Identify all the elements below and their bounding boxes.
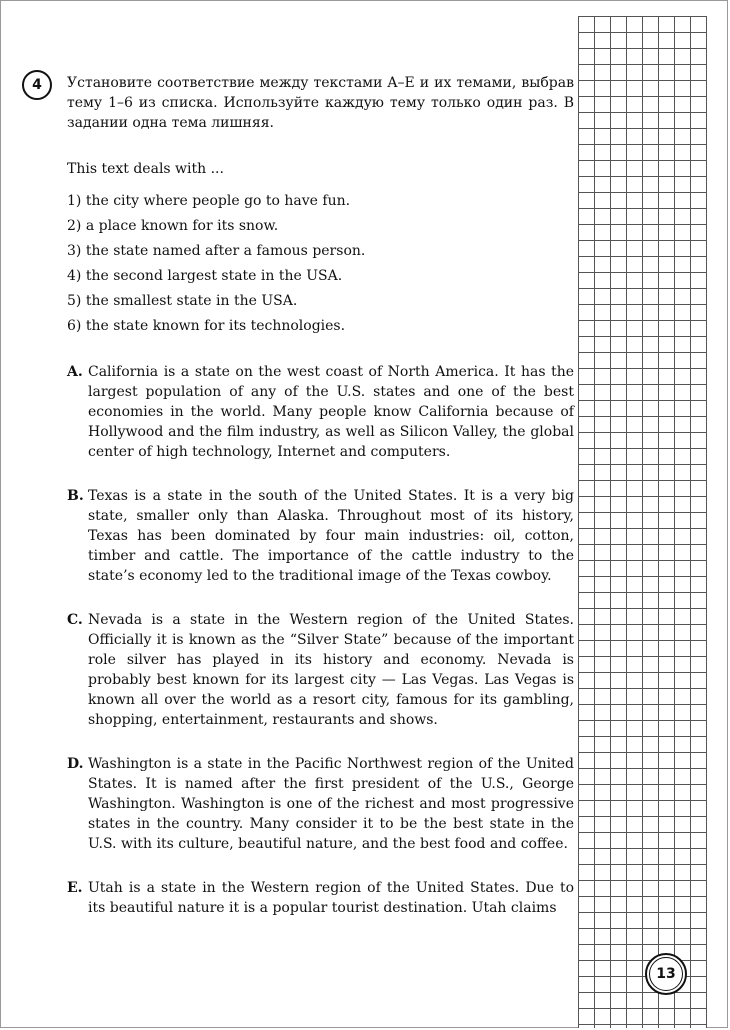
text-block-a (67, 362, 574, 462)
text-body: California is a state on the west coast of North America. It has the largest population of any of the U.S. states and one of the best economies in the world. Many people know California because of Hollywood and the film industry, as well as Silicon Valley, the global center of high technology, Internet and computers. (88, 364, 574, 460)
text-block-e (67, 878, 574, 918)
text-letter: D. (67, 756, 84, 772)
text-block-b (67, 486, 574, 586)
task-intro: This text deals with ... (67, 161, 224, 177)
text-body: Nevada is a state in the Western region of the United States. Officially it is known as the “Silver State” because of the important role silver has played in its history and economy. Nevada is probably best known for its largest city — Las Vegas. Las Vegas is known all over the world as a resort city, famous for its gambling, shopping, entertainment, restaurants and shows. (88, 612, 574, 728)
text-letter: E. (67, 880, 83, 896)
topic-item: 2) a place known for its snow. (67, 218, 279, 234)
text-body: Washington is a state in the Pacific Northwest region of the United States. It is named after the first president of the U.S., George Washington. Washington is one of the richest and most progressive states in the country. Many consider it to be the best state in the U.S. with its culture, beautiful nature, and the best food and coffee. (88, 756, 574, 852)
text-body: Texas is a state in the south of the United States. It is a very big state, smaller only than Alaska. Throughout most of its history, Texas has been dominated by four main industries: oil, cotton, timber and cattle. The importance of the cattle industry to the state’s economy led to the traditional image of the Texas cowboy. (88, 488, 574, 584)
text-body: Utah is a state in the Western region of the United States. Due to its beautiful nature it is a popular tourist destination. Utah claims (88, 880, 574, 916)
task-content (67, 73, 574, 918)
page-number-ring (649, 957, 683, 991)
page-number: 13 (656, 966, 676, 982)
topic-item: 1) the city where people go to have fun. (67, 193, 351, 209)
text-block-c (67, 610, 574, 730)
topic-item: 4) the second largest state in the USA. (67, 268, 343, 284)
task-instruction: Установите соответствие между текстами A–E и их темами, выбрав тему 1–6 из списка. Используйте каждую тему только один раз. В задании одна тема лишняя. (67, 75, 574, 131)
topic-item: 5) the smallest state in the USA. (67, 293, 298, 309)
topic-item: 6) the state known for its technologies. (67, 318, 346, 334)
topic-list (67, 191, 574, 336)
answer-grid (578, 16, 707, 1028)
task-number: 4 (32, 77, 42, 93)
text-letter: B. (67, 488, 84, 504)
topic-item: 3) the state named after a famous person. (67, 243, 366, 259)
text-list (67, 362, 574, 918)
task-number-badge (22, 70, 52, 100)
text-letter: A. (67, 364, 83, 380)
text-block-d (67, 754, 574, 854)
page-number-badge (645, 953, 687, 995)
text-letter: C. (67, 612, 83, 628)
